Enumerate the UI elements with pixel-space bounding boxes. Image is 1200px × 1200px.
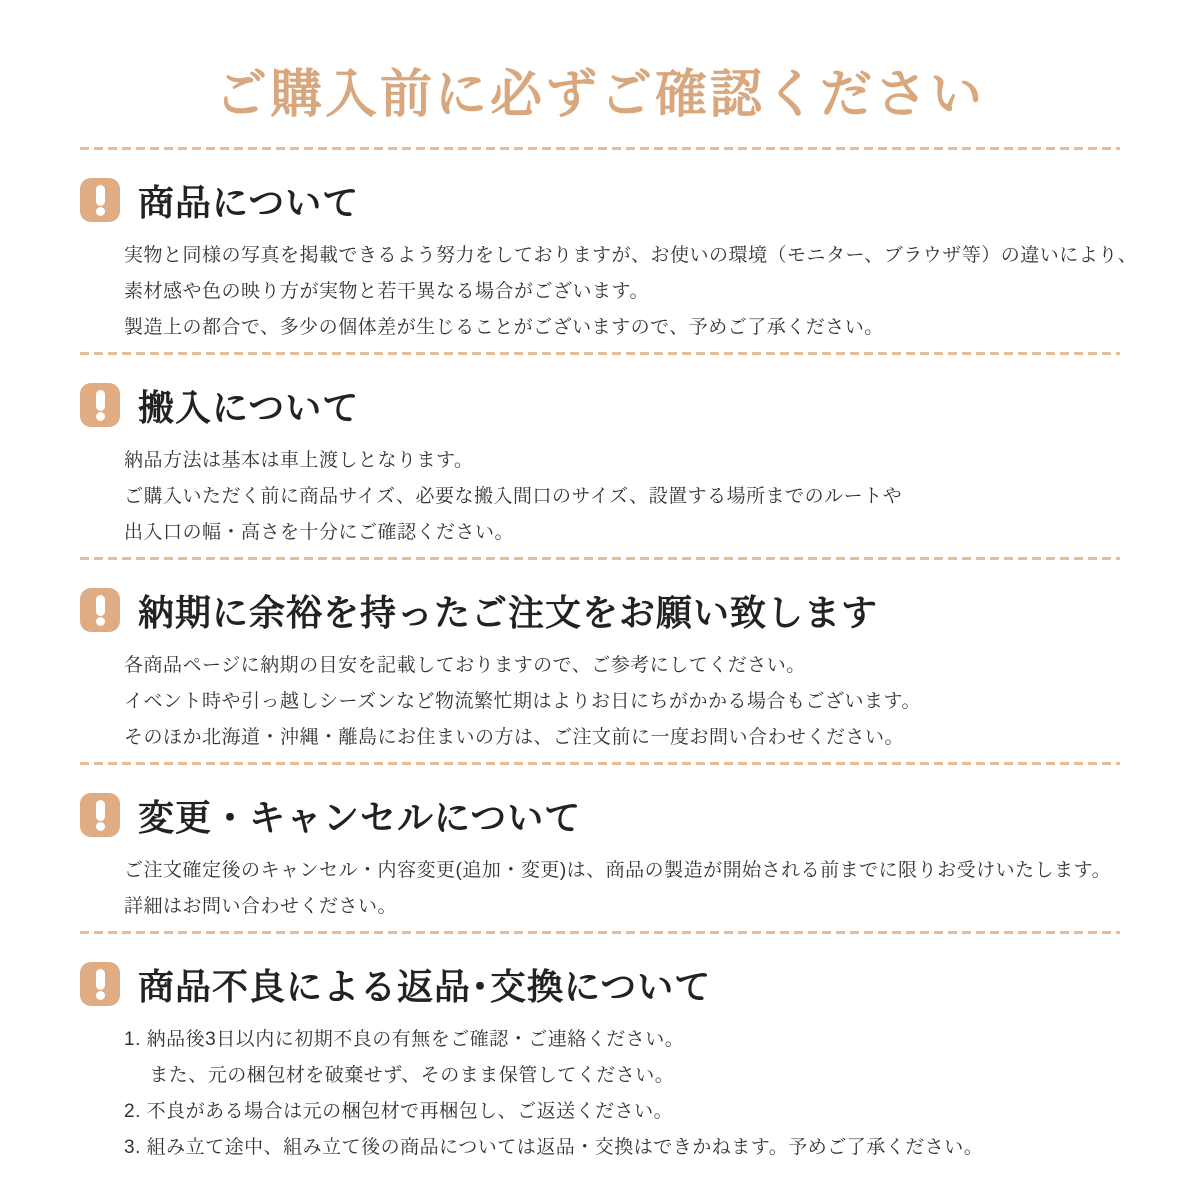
section-heading: 商品不良による返品･交換について — [138, 965, 712, 1007]
body-line: ご注文確定後のキャンセル・内容変更(追加・変更)は、商品の製造が開始される前までに限りお受けいたします。 — [124, 860, 1112, 882]
body-line: また、元の梱包材を破棄せず、そのまま保管してください。 — [124, 1065, 675, 1087]
section-body — [124, 1022, 1120, 1166]
section-heading: 変更・キャンセルについて — [138, 796, 582, 838]
body-line: 1. 納品後3日以内に初期不良の有無をご確認・ご連絡ください。 — [124, 1029, 685, 1051]
body-line: 出入口の幅・高さを十分にご確認ください。 — [124, 522, 515, 544]
section-body — [124, 238, 1138, 346]
section-heading: 搬入について — [138, 386, 360, 428]
body-line: 各商品ページに納期の目安を記載しておりますので、ご参考にしてください。 — [124, 655, 806, 677]
section-heading-row — [80, 586, 1120, 634]
section-heading-row — [80, 791, 1120, 839]
body-line: イベント時や引っ越しシーズンなど物流繁忙期はよりお日にちがかかる場合もございます。 — [124, 691, 922, 713]
exclamation-icon — [80, 178, 120, 222]
body-line: 製造上の都合で、多少の個体差が生じることがございますので、予めご了承ください。 — [124, 317, 884, 339]
exclamation-icon — [80, 962, 120, 1006]
exclamation-icon — [80, 588, 120, 632]
section-body — [124, 443, 1120, 551]
body-line: 納品方法は基本は車上渡しとなります。 — [124, 450, 474, 472]
section-about-product — [0, 150, 1200, 352]
section-change-cancel — [0, 765, 1200, 931]
section-return-exchange — [0, 934, 1200, 1172]
section-order-leadtime — [0, 560, 1200, 762]
section-about-delivery — [0, 355, 1200, 557]
section-heading-row — [80, 381, 1120, 429]
body-line: 2. 不良がある場合は元の梱包材で再梱包し、ご返送ください。 — [124, 1101, 674, 1123]
body-line: 素材感や色の映り方が実物と若干異なる場合がございます。 — [124, 281, 649, 303]
section-heading: 納期に余裕を持ったご注文をお願い致します — [138, 591, 879, 633]
section-heading-row — [80, 176, 1120, 224]
body-line: そのほか北海道・沖縄・離島にお住まいの方は、ご注文前に一度お問い合わせください。 — [124, 727, 905, 749]
body-line: 3. 組み立て途中、組み立て後の商品については返品・交換はできかねます。予めご了承ください。 — [124, 1137, 984, 1159]
exclamation-icon — [80, 793, 120, 837]
body-line: ご購入いただく前に商品サイズ、必要な搬入間口のサイズ、設置する場所までのルートや — [124, 486, 903, 508]
body-line: 詳細はお問い合わせください。 — [124, 896, 398, 918]
page-title: ご購入前に必ずご確認ください — [214, 66, 985, 124]
exclamation-icon — [80, 383, 120, 427]
section-body — [124, 648, 1120, 756]
body-line: 実物と同様の写真を掲載できるよう努力をしておりますが、お使いの環境（モニター、ブラウザ等）の違いにより、 — [124, 245, 1138, 267]
section-heading-row — [80, 960, 1120, 1008]
section-body — [124, 853, 1120, 925]
section-heading: 商品について — [138, 181, 360, 223]
